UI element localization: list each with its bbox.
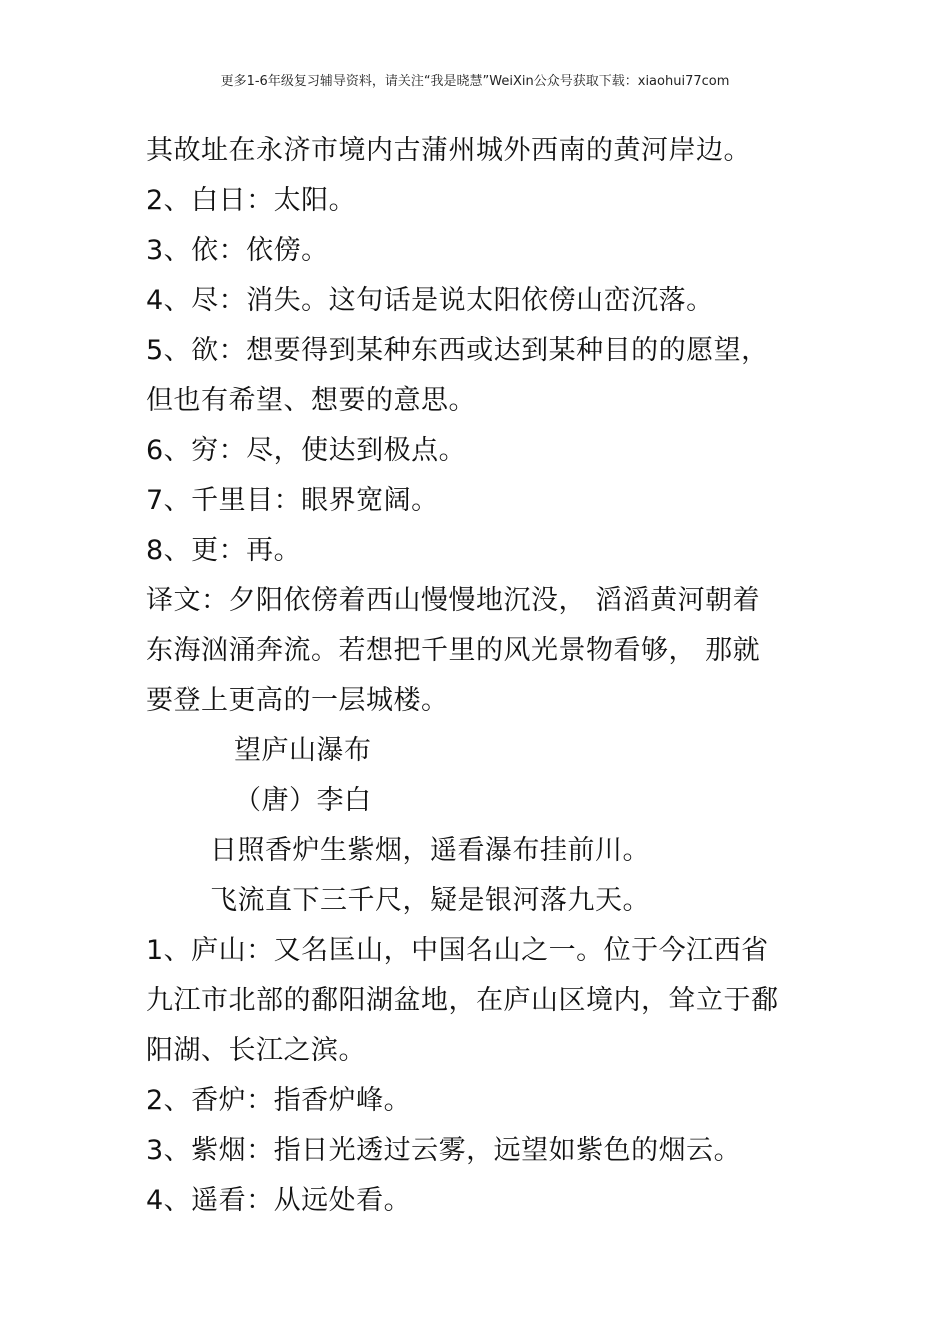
translation-line: 东海汹涌奔流。若想把千里的风光景物看够， 那就 xyxy=(146,635,761,666)
translation-line: 要登上更高的一层城楼。 xyxy=(146,685,449,716)
annotation-item: 3、依：依傍。 xyxy=(146,235,329,266)
translation-line: 译文：夕阳依傍着西山慢慢地沉没， 滔滔黄河朝着 xyxy=(146,585,761,616)
annotation-item: 8、更：再。 xyxy=(146,535,302,566)
annotation-item: 2、香炉：指香炉峰。 xyxy=(146,1085,412,1116)
text-line: 九江市北部的鄱阳湖盆地，在庐山区境内，耸立于鄱 xyxy=(146,985,779,1016)
poem-title: 望庐山瀑布 xyxy=(234,735,372,766)
annotation-item: 6、穷：尽，使达到极点。 xyxy=(146,435,467,466)
annotation-item: 2、白日：太阳。 xyxy=(146,185,357,216)
annotation-item: 4、尽：消失。这句话是说太阳依傍山峦沉落。 xyxy=(146,285,714,316)
annotation-item: 3、紫烟：指日光透过云雾，远望如紫色的烟云。 xyxy=(146,1135,742,1166)
poem-author: （唐）李白 xyxy=(234,785,372,816)
annotation-item: 4、遥看：从远处看。 xyxy=(146,1185,412,1216)
text-line: 但也有希望、想要的意思。 xyxy=(146,385,476,416)
poem-verse: 日照香炉生紫烟，遥看瀑布挂前川。 xyxy=(210,835,650,866)
annotation-item: 5、欲：想要得到某种东西或达到某种目的的愿望， xyxy=(146,335,769,366)
text-line: 阳湖、长江之滨。 xyxy=(146,1035,366,1066)
document-body xyxy=(146,126,826,1226)
page-header-promo: 更多1-6年级复习辅导资料，请关注“我是晓慧”WeiXin公众号获取下载：xiaohui77com xyxy=(220,74,730,89)
poem-verse: 飞流直下三千尺，疑是银河落九天。 xyxy=(210,885,650,916)
text-line: 其故址在永济市境内古蒲州城外西南的黄河岸边。 xyxy=(146,135,751,166)
annotation-item: 1、庐山：又名匡山，中国名山之一。位于今江西省 xyxy=(146,935,769,966)
annotation-item: 7、千里目：眼界宽阔。 xyxy=(146,485,439,516)
